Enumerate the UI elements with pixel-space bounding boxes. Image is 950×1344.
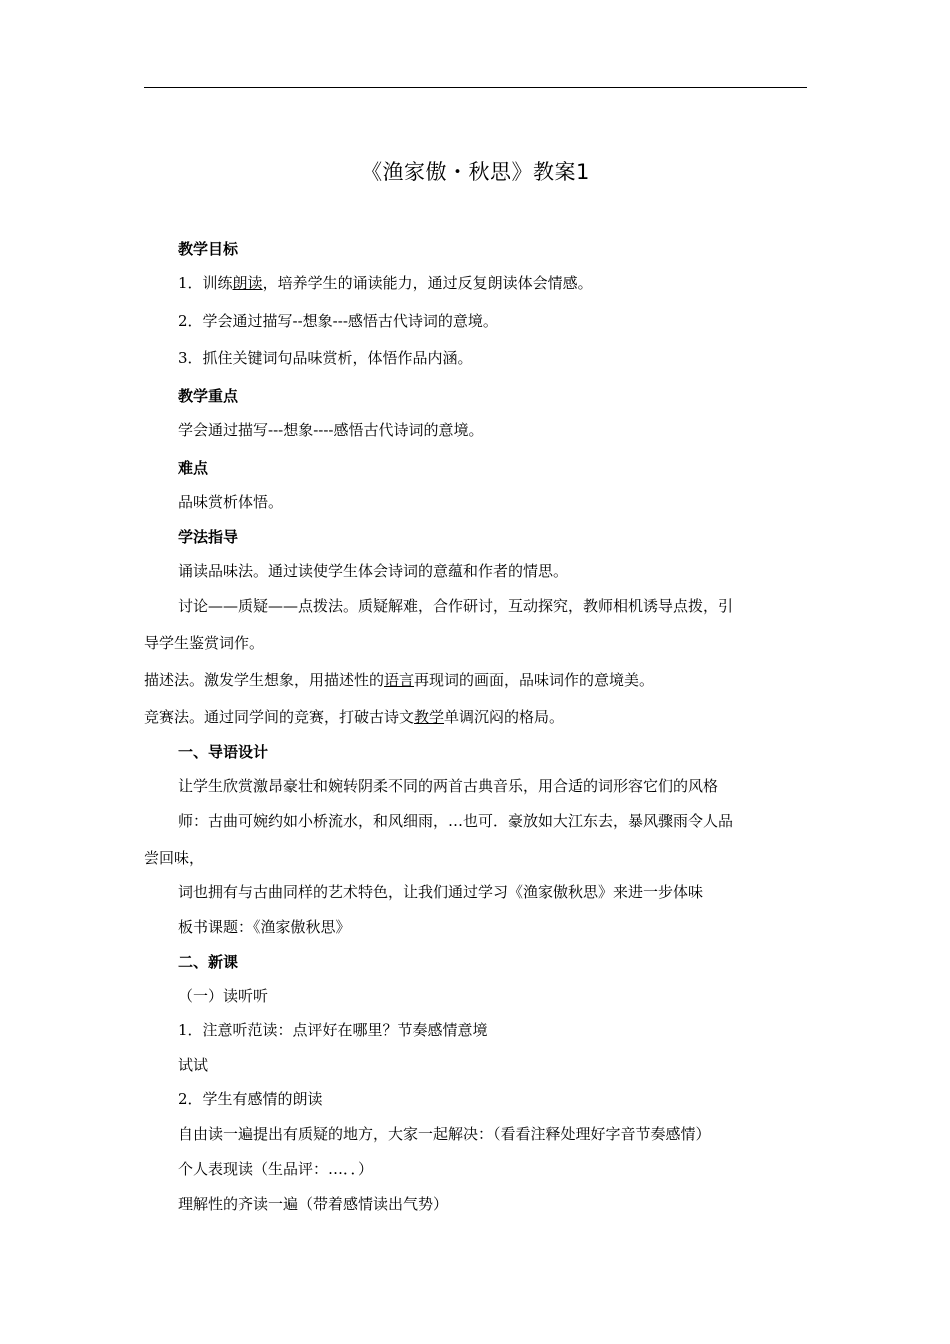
intro-p1: 让学生欣赏激昂豪壮和婉转阴柔不同的两首古典音乐，用合适的词形容它们的风格 xyxy=(178,777,719,795)
lesson-sub1: （一）读听听 xyxy=(178,987,269,1005)
objective-1-post: ，培养学生的诵读能力，通过反复朗读体会情感。 xyxy=(262,274,593,292)
header-rule xyxy=(144,87,807,88)
lesson-line-2: 试试 xyxy=(178,1056,209,1074)
objective-3: 3．抓住关键词句品味赏析，体悟作品内涵。 xyxy=(178,349,473,367)
method-p2: 讨论——质疑——点拨法。质疑解难，合作研讨，互动探究，教师相机诱导点拨，引 xyxy=(178,597,734,615)
focus-text: 学会通过描写---想象----感悟古代诗词的意境。 xyxy=(178,421,484,439)
link-yuyan[interactable]: 语言 xyxy=(384,671,415,689)
method-p3-pre: 描述法。激发学生想象，用描述性的 xyxy=(144,671,385,689)
intro-p2-cont: 尝回味， xyxy=(144,849,205,867)
objective-1-pre: 1．训练 xyxy=(178,274,233,292)
method-p4 xyxy=(144,707,564,727)
method-p4-post: 单调沉闷的格局。 xyxy=(444,708,565,726)
lesson-line-1: 1．注意听范读：点评好在哪里？节奏感情意境 xyxy=(178,1021,488,1039)
objective-2: 2．学会通过描写--想象---感悟古代诗词的意境。 xyxy=(178,312,498,330)
lesson-line-4: 自由读一遍提出有质疑的地方，大家一起解决：（看看注释处理好字音节奏感情） xyxy=(178,1125,711,1143)
document-title: 《渔家傲・秋思》教案1 xyxy=(361,160,590,184)
focus-heading: 教学重点 xyxy=(178,387,239,405)
method-p3-post: 再现词的画面，品味词作的意境美。 xyxy=(414,671,655,689)
intro-p4: 板书课题：《渔家傲秋思》 xyxy=(178,918,351,936)
intro-p2: 师：古曲可婉约如小桥流水，和风细雨，…也可．豪放如大江东去，暴风骤雨令人品 xyxy=(178,812,734,830)
difficulty-text: 品味赏析体悟。 xyxy=(178,493,284,511)
method-p1: 诵读品味法。通过读使学生体会诗词的意蕴和作者的情思。 xyxy=(178,562,569,580)
link-jiaoxue[interactable]: 教学 xyxy=(414,708,445,726)
difficulty-heading: 难点 xyxy=(178,459,209,477)
objective-1 xyxy=(178,273,593,293)
link-langdu[interactable]: 朗读 xyxy=(232,274,263,292)
lesson-line-3: 2．学生有感情的朗读 xyxy=(178,1090,323,1108)
objectives-heading: 教学目标 xyxy=(178,240,239,258)
intro-p3: 词也拥有与古曲同样的艺术特色，让我们通过学习《渔家傲秋思》来进一步体味 xyxy=(178,883,704,901)
method-p4-pre: 竞赛法。通过同学间的竞赛，打破古诗文 xyxy=(144,708,415,726)
lesson-heading: 二、新课 xyxy=(178,953,239,971)
method-heading: 学法指导 xyxy=(178,528,239,546)
method-p3 xyxy=(144,670,654,690)
lesson-line-5: 个人表现读（生品评：…．．） xyxy=(178,1160,374,1178)
intro-heading: 一、导语设计 xyxy=(178,743,269,761)
method-p2-cont: 导学生鉴赏词作。 xyxy=(144,634,265,652)
lesson-line-6: 理解性的齐读一遍（带着感情读出气势） xyxy=(178,1195,449,1213)
